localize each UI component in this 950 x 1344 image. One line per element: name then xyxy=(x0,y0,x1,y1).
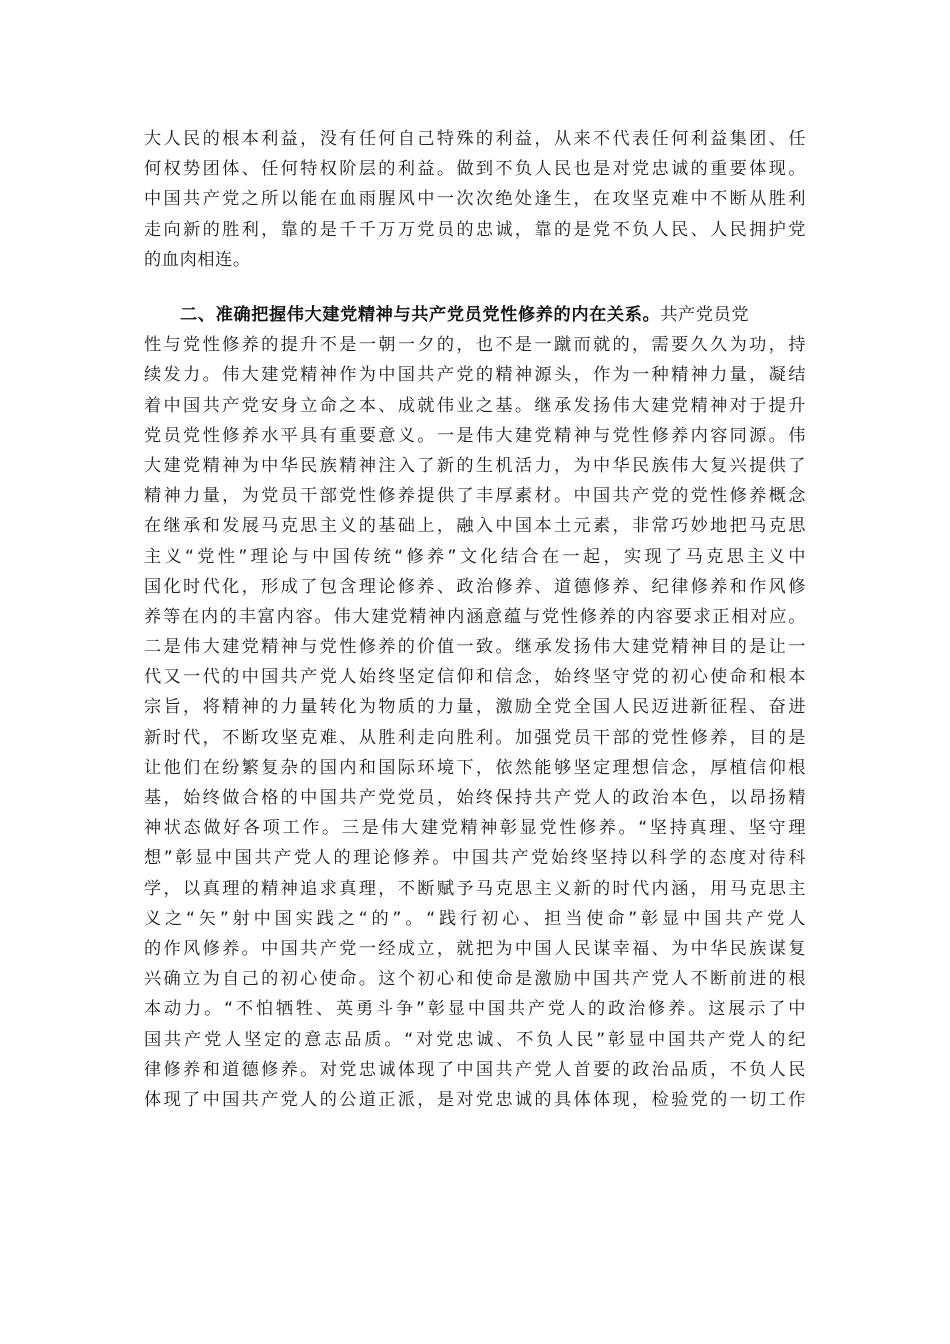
text-line: 主义“党性”理论与中国传统“修养”文化结合在一起，实现了马克思主义中 xyxy=(144,546,806,567)
text-line: 新时代，不断攻坚克难、从胜利走向胜利。加强党员干部的党性修养，目的是 xyxy=(144,727,806,748)
text-line: 大建党精神为中华民族精神注入了新的生机活力，为中华民族伟大复兴提供了 xyxy=(144,455,806,476)
text-line: 中国共产党之所以能在血雨腥风中一次次绝处逢生，在攻坚克难中不断从胜利 xyxy=(144,189,806,210)
text-line: 续发力。伟大建党精神作为中国共产党的精神源头，作为一种精神力量，凝结 xyxy=(144,365,806,386)
text-line: 着中国共产党安身立命之本、成就伟业之基。继承发扬伟大建党精神对于提升 xyxy=(144,395,806,416)
text-line: 律修养和道德修养。对党忠诚体现了中国共产党人首要的政治品质，不负人民 xyxy=(144,1059,806,1080)
text-line: 的作风修养。中国共产党一经成立，就把为中国人民谋幸福、为中华民族谋复 xyxy=(144,938,806,959)
text-line: 义之“矢”射中国实践之“的”。“践行初心、担当使命”彰显中国共产党人 xyxy=(144,908,806,929)
text-line: 让他们在纷繁复杂的国内和国际环境下，依然能够坚定理想信念，厚植信仰根 xyxy=(144,757,806,778)
text-line: 本动力。“不怕牺牲、英勇斗争”彰显中国共产党人的政治修养。这展示了中 xyxy=(144,999,806,1020)
text-line-first xyxy=(144,300,806,330)
text-line: 国化时代化，形成了包含理论修养、政治修养、道德修养、纪律修养和作风修 xyxy=(144,576,806,597)
text-line: 国共产党人坚定的意志品质。“对党忠诚、不负人民”彰显中国共产党人的纪 xyxy=(144,1029,806,1050)
text-line: 养等在内的丰富内容。伟大建党精神内涵意蕴与党性修养的内容要求正相对应。 xyxy=(144,606,806,627)
paragraph-section-two xyxy=(144,300,806,1115)
text-line: 的血肉相连。 xyxy=(144,249,251,270)
text-line: 宗旨，将精神的力量转化为物质的力量，激励全党全国人民迈进新征程、奋进 xyxy=(144,697,806,718)
text-line: 二是伟大建党精神与党性修养的价值一致。继承发扬伟大建党精神目的是让一 xyxy=(144,637,806,658)
text-line: 学，以真理的精神追求真理，不断赋予马克思主义新的时代内涵，用马克思主 xyxy=(144,878,806,899)
text-span: 共产党员党 xyxy=(660,305,750,325)
text-line: 神状态做好各项工作。三是伟大建党精神彰显党性修养。“坚持真理、坚守理 xyxy=(144,818,806,839)
text-line: 兴确立为自己的初心使命。这个初心和使命是激励中国共产党人不断前进的根 xyxy=(144,969,806,990)
text-line: 党员党性修养水平具有重要意义。一是伟大建党精神与党性修养内容同源。伟 xyxy=(144,425,806,446)
text-line: 大人民的根本利益，没有任何自己特殊的利益，从来不代表任何利益集团、任 xyxy=(144,129,806,149)
text-line: 代又一代的中国共产党人始终坚定信仰和信念，始终坚守党的初心使命和根本 xyxy=(144,667,806,688)
text-line: 精神力量，为党员干部党性修养提供了丰厚素材。中国共产党的党性修养概念 xyxy=(144,486,806,507)
text-line: 性与党性修养的提升不是一朝一夕的，也不是一蹴而就的，需要久久为功，持 xyxy=(144,335,806,356)
text-line: 基，始终做合格的中国共产党党员，始终保持共产党人的政治本色，以昂扬精 xyxy=(144,788,806,808)
text-line: 走向新的胜利，靠的是千千万万党员的忠诚，靠的是党不负人民、人民拥护党 xyxy=(144,219,806,240)
paragraph-continued xyxy=(144,124,806,275)
text-line: 想”彰显中国共产党人的理论修养。中国共产党始终坚持以科学的态度对待科 xyxy=(144,848,806,869)
text-line: 体现了中国共产党人的公道正派，是对党忠诚的具体体现，检验党的一切工作 xyxy=(144,1089,806,1110)
text-line: 何权势团体、任何特权阶层的利益。做到不负人民也是对党忠诚的重要体现。 xyxy=(144,159,806,180)
text-line: 在继承和发展马克思主义的基础上，融入中国本土元素，非常巧妙地把马克思 xyxy=(144,516,806,537)
section-heading: 二、准确把握伟大建党精神与共产党员党性修养的内在关系。 xyxy=(180,305,661,325)
